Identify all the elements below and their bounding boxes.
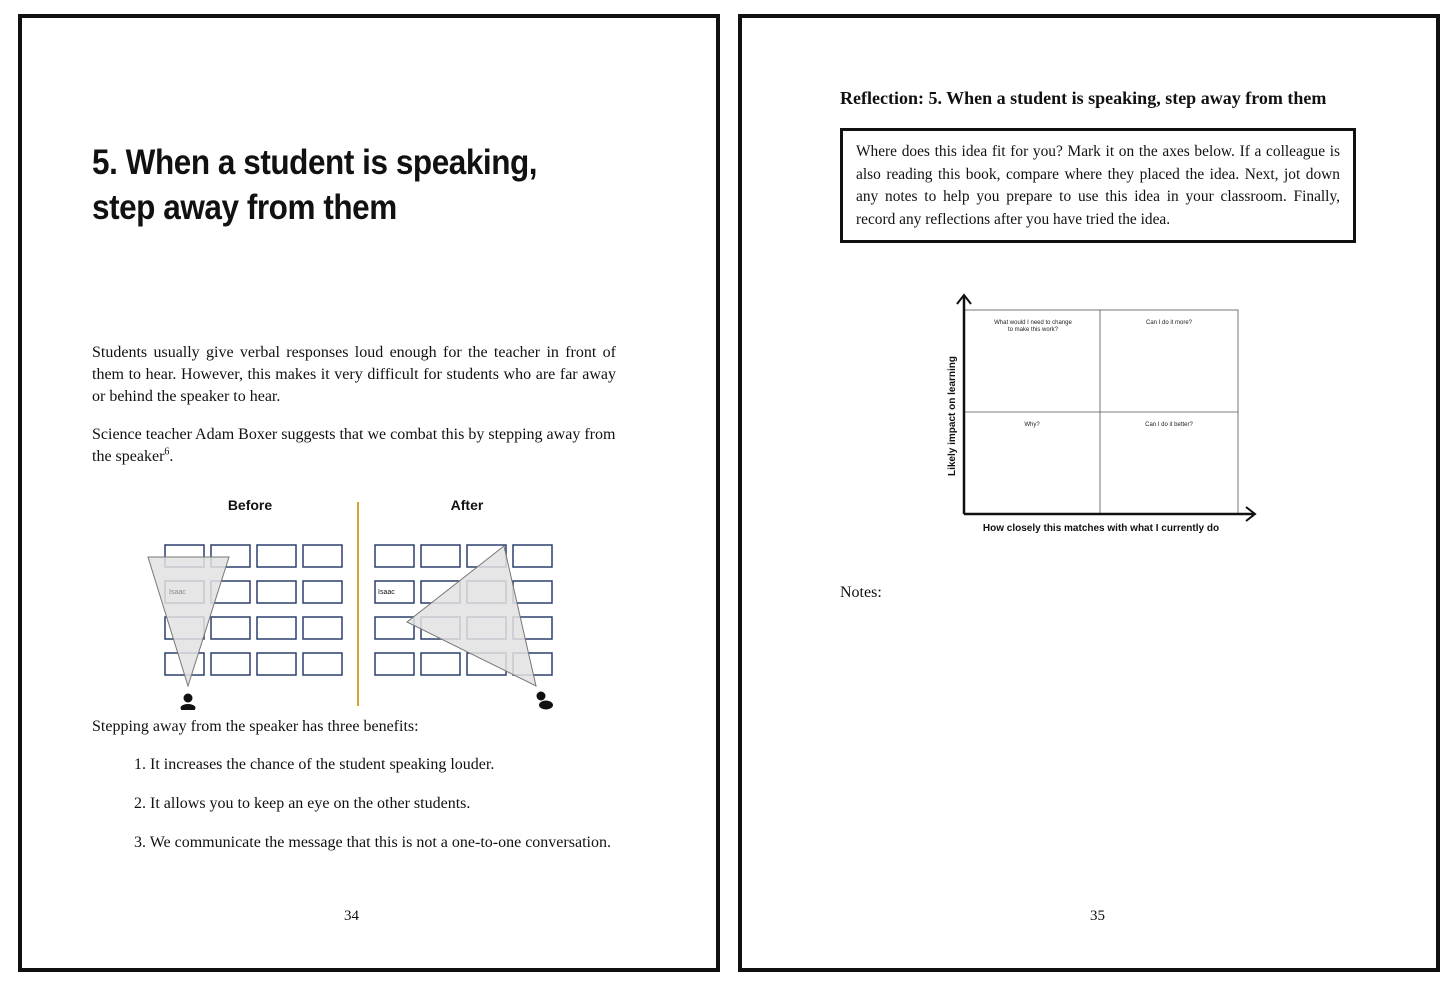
chapter-title: 5. When a student is speaking, step away from them bbox=[92, 143, 538, 227]
quadrant-top-left-line1: What would I need to change bbox=[994, 320, 1072, 326]
x-axis-label: How closely this matches with what I currently do bbox=[982, 523, 1220, 534]
boxer-paragraph-end: . bbox=[169, 448, 174, 465]
before-desk-r1-c3 bbox=[257, 545, 296, 567]
reflection-instructions-box bbox=[840, 128, 1356, 243]
quadrant-bottom-right: Can I do it better? bbox=[1145, 422, 1193, 428]
page-number-right: 35 bbox=[1090, 908, 1105, 924]
before-desk-r3-c3 bbox=[257, 617, 296, 639]
after-desk-r4-c1 bbox=[375, 653, 414, 675]
before-desk-r4-c3 bbox=[257, 653, 296, 675]
before-desk-r3-c4 bbox=[303, 617, 342, 639]
benefit-item-1: 1. It increases the chance of the student speaking louder. bbox=[134, 756, 495, 773]
classroom-diagram bbox=[142, 484, 592, 710]
sightline-cone-before bbox=[148, 557, 229, 686]
after-desk-r3-c1 bbox=[375, 617, 414, 639]
footnote-reference[interactable]: 6 bbox=[164, 446, 170, 458]
before-label: Before bbox=[227, 497, 273, 513]
page-number-left: 34 bbox=[344, 908, 359, 924]
reflection-title: Reflection: 5. When a student is speaking, step away from them bbox=[840, 88, 1327, 108]
before-desk-r2-c4 bbox=[303, 581, 342, 603]
quadrant-bottom-left: Why? bbox=[1024, 422, 1040, 428]
teacher-icon-before bbox=[181, 694, 196, 711]
before-desk-r4-c4 bbox=[303, 653, 342, 675]
before-desk-r3-c2 bbox=[211, 617, 250, 639]
boxer-paragraph-text: Science teacher Adam Boxer suggests that we combat this by stepping away from the speaker bbox=[92, 426, 616, 465]
after-desk-r1-c4 bbox=[513, 545, 552, 567]
before-desk-r1-c4 bbox=[303, 545, 342, 567]
benefits-intro: Stepping away from the speaker has three benefits: bbox=[92, 718, 419, 735]
notes-label: Notes: bbox=[840, 584, 882, 601]
benefit-item-2: 2. It allows you to keep an eye on the other students. bbox=[134, 795, 471, 812]
student-label-after: Isaac bbox=[378, 589, 395, 596]
after-desk-r2-c4 bbox=[513, 581, 552, 603]
before-desk-r4-c2 bbox=[211, 653, 250, 675]
y-axis-label: Likely impact on learning bbox=[947, 355, 958, 477]
quadrant-top-right: Can I do it more? bbox=[1145, 320, 1193, 326]
benefit-item-3: 3. We communicate the message that this is not a one-to-one conversation. bbox=[134, 834, 611, 851]
before-desk-r2-c3 bbox=[257, 581, 296, 603]
after-desk-r1-c2 bbox=[421, 545, 460, 567]
reflection-instructions: Where does this idea fit for you? Mark it on the axes below. If a colleague is also reading this book, compare where they placed the idea. Next, jot down any notes to help you prepare to use this idea in your classroom. Finally, record any reflections after you have tried the idea. bbox=[856, 143, 1340, 228]
intro-paragraph: Students usually give verbal responses loud enough for the teacher in front of them to hear. However, this makes it very difficult for students who are far away or behind the speaker to hear. bbox=[92, 344, 616, 405]
after-desk-r1-c1 bbox=[375, 545, 414, 567]
benefits-list bbox=[134, 754, 611, 871]
left-page bbox=[18, 14, 720, 972]
after-label: After bbox=[450, 497, 484, 513]
quadrant-top-left-line2: to make this work? bbox=[1007, 327, 1059, 333]
teacher-icon-after bbox=[537, 692, 554, 710]
reflection-matrix[interactable] bbox=[920, 288, 1260, 550]
boxer-paragraph bbox=[92, 424, 616, 468]
right-page bbox=[738, 14, 1440, 972]
student-label-before: Isaac bbox=[169, 589, 186, 596]
after-desk-r4-c2 bbox=[421, 653, 460, 675]
